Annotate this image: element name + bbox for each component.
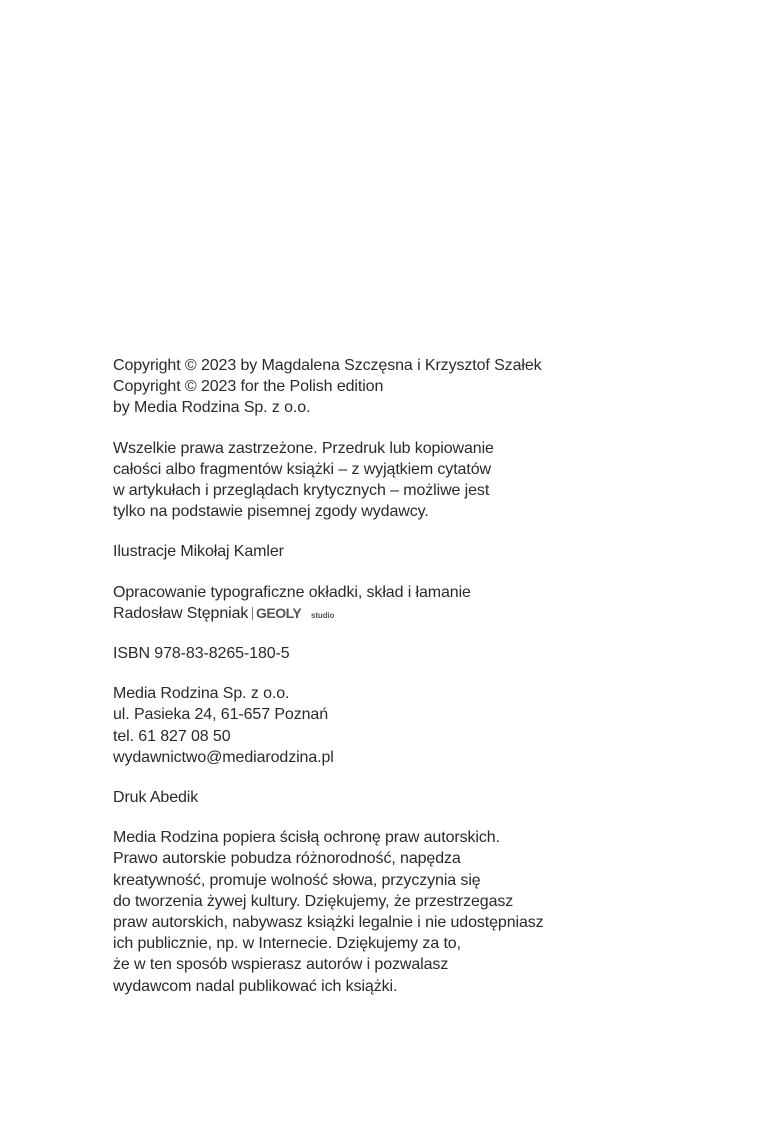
copyright-line: by Media Rodzina Sp. z o.o. — [113, 399, 311, 417]
publisher-email: wydawnictwo@mediarodzina.pl — [113, 748, 334, 766]
rights-line: Wszelkie prawa zastrzeżone. Przedruk lub kopiowanie — [113, 439, 494, 457]
isbn-block — [113, 643, 713, 664]
statement-line: kreatywność, promuje wolność słowa, przyczynia się — [113, 871, 481, 889]
statement-line: że w ten sposób wspierasz autorów i pozwalasz — [113, 956, 449, 974]
rights-reserved-block — [113, 438, 713, 523]
illustrations-block — [113, 541, 713, 562]
publisher-address-block — [113, 683, 713, 768]
publisher-phone: tel. 61 827 08 50 — [113, 727, 231, 745]
studio-logo-graphic — [256, 606, 348, 620]
illustrations-credit: Ilustracje Mikołaj Kamler — [113, 543, 284, 561]
statement-line: wydawcom nadal publikować ich książki. — [113, 977, 398, 995]
typography-credit-name-row — [113, 603, 713, 624]
logo-suffix: studio — [311, 611, 335, 621]
isbn: ISBN 978-83-8265-180-5 — [113, 645, 290, 663]
rights-line: w artykułach i przeglądach krytycznych – możliwe jest — [113, 482, 490, 500]
printer-credit: Druk Abedik — [113, 789, 199, 807]
typography-block — [113, 582, 713, 624]
rights-line: tylko na podstawie pisemnej zgody wydawcy. — [113, 503, 429, 521]
copyright-line: Copyright © 2023 by Magdalena Szczęsna i Krzysztof Szałek — [113, 357, 542, 374]
studio-logo — [256, 606, 348, 620]
copyright-line: Copyright © 2023 for the Polish edition — [113, 378, 384, 396]
logo-wordmark: GEOLY — [256, 606, 302, 621]
publisher-name: Media Rodzina Sp. z o.o. — [113, 685, 290, 703]
statement-line: ich publicznie, np. w Internecie. Dziękujemy za to, — [113, 935, 461, 953]
typographer-name: Radosław Stępniak — [113, 604, 249, 622]
statement-line: do tworzenia żywej kultury. Dziękujemy, że przestrzegasz — [113, 892, 514, 910]
statement-line: praw autorskich, nabywasz książki legalnie i nie udostępniasz — [113, 914, 544, 932]
rights-line: całości albo fragmentów książki – z wyjątkiem cytatów — [113, 460, 491, 478]
statement-line: Media Rodzina popiera ścisłą ochronę praw autorskich. — [113, 829, 500, 847]
publisher-street: ul. Pasieka 24, 61-657 Poznań — [113, 706, 329, 724]
typography-credit-line: Opracowanie typograficzne okładki, skład i łamanie — [113, 583, 471, 601]
copyright-block — [113, 355, 713, 419]
copyright-statement-block — [113, 827, 713, 997]
statement-line: Prawo autorskie pobudza różnorodność, napędza — [113, 850, 461, 868]
print-block — [113, 787, 713, 808]
logo-divider — [252, 607, 253, 620]
copyright-page — [113, 355, 713, 1016]
